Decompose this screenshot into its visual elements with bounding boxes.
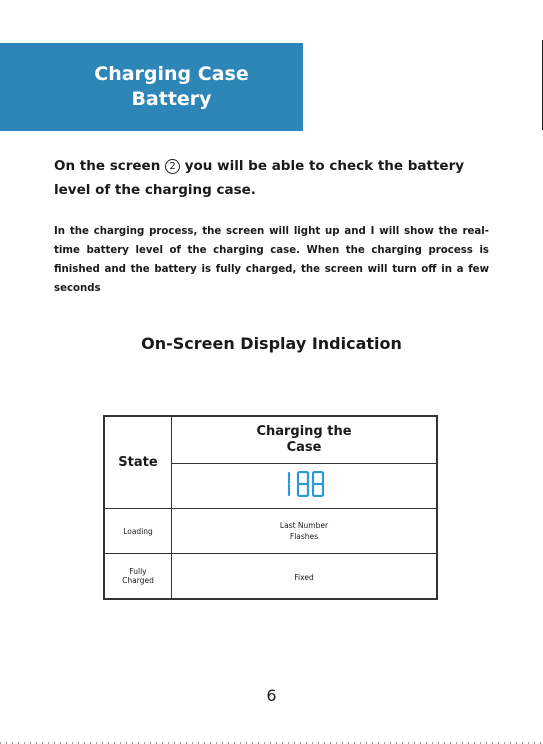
display-indication-heading: On-Screen Display Indication: [141, 334, 402, 353]
digit-display-cell: [172, 464, 438, 509]
state-fully-charged: [104, 554, 172, 600]
intro-text-end: you will be able to check the battery level of the charging case.: [54, 158, 465, 198]
display-indication-table: [103, 415, 438, 600]
state-column-header: State: [104, 416, 172, 509]
fully-charged-indication-text: Fixed: [294, 573, 314, 582]
loading-indication-text: Last Number Flashes: [279, 521, 329, 541]
fully-charged-indication: [172, 554, 438, 600]
state-loading: Loading: [104, 509, 172, 554]
charging-case-header-text: Charging the Case: [256, 424, 352, 455]
page-number: 6: [266, 686, 277, 705]
state-fully-charged-text: Fully Charged: [122, 567, 154, 585]
intro-text-start: On the screen: [54, 158, 166, 174]
screen-number-marker: 2: [165, 159, 180, 174]
section-header: [0, 43, 303, 131]
charging-case-column-header: [172, 416, 438, 464]
loading-indication: [172, 509, 438, 554]
segment-display-icon: [280, 471, 328, 497]
section-header-title: Charging Case Battery: [94, 63, 249, 110]
body-paragraph: In the charging process, the screen will light up and I will show the real-time battery level of the charging case. When the charging process is finished and the battery is fully charged, the screen will turn off in a few seconds: [54, 226, 489, 294]
intro-paragraph: [54, 154, 490, 202]
